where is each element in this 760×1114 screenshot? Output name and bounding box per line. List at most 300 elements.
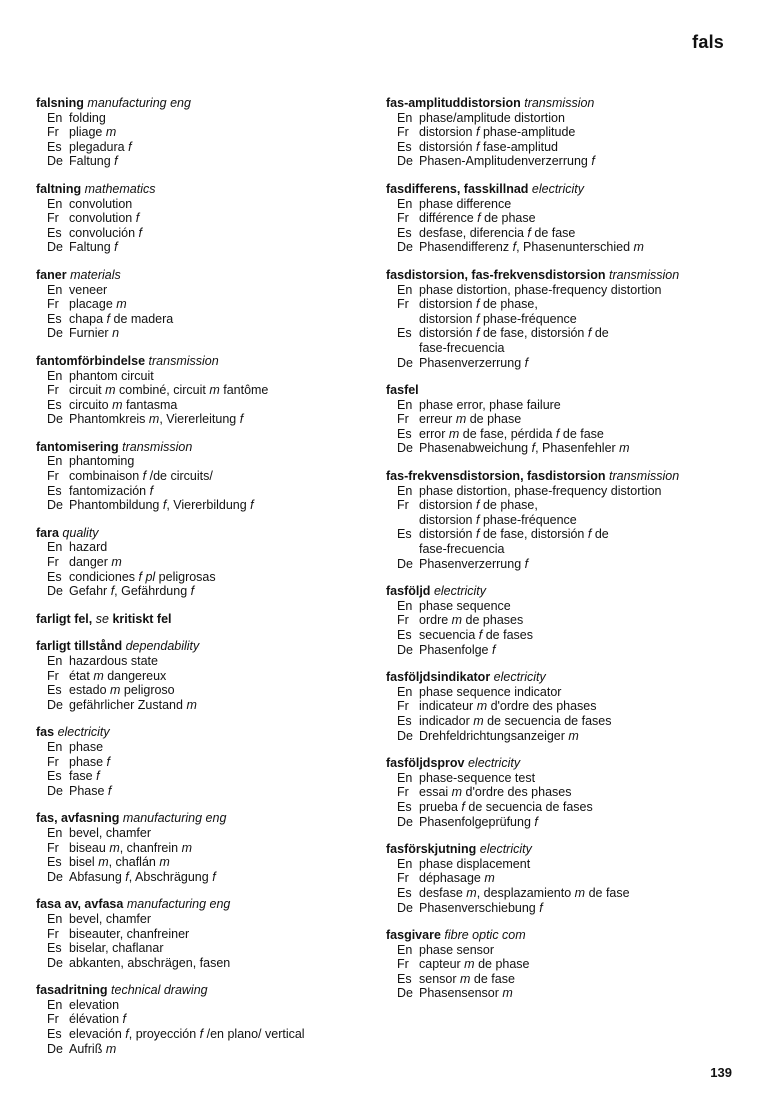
translation-text: pliage m bbox=[69, 125, 117, 140]
language-code: Es bbox=[47, 855, 62, 870]
translation-line bbox=[386, 527, 731, 542]
language-code: Fr bbox=[47, 125, 59, 140]
translation-line bbox=[386, 943, 731, 958]
headword: fantomförbindelse bbox=[36, 353, 146, 368]
translation-text: abkanten, abschrägen, fasen bbox=[69, 955, 231, 970]
translation-text: Faltung f bbox=[69, 154, 118, 169]
translation-text: distorsion f phase-fréquence bbox=[419, 311, 577, 326]
translation-line bbox=[36, 1012, 366, 1027]
translation-line bbox=[36, 312, 366, 327]
translation-text: folding bbox=[69, 110, 106, 125]
language-code: Es bbox=[47, 483, 62, 498]
translation-text: distorsión f de fase, distorsión f de bbox=[419, 527, 609, 542]
language-code: De bbox=[397, 642, 413, 657]
entry-heading bbox=[36, 354, 366, 369]
translation-line bbox=[36, 125, 366, 140]
translation-line bbox=[386, 283, 731, 298]
entry-heading bbox=[36, 811, 366, 826]
translation-line bbox=[386, 785, 731, 800]
translation-line bbox=[386, 154, 731, 169]
subject-field: electricity bbox=[57, 725, 110, 740]
translation-line bbox=[36, 855, 366, 870]
language-code: Fr bbox=[47, 211, 59, 226]
translation-line bbox=[386, 140, 731, 155]
subject-field: dependability bbox=[125, 639, 200, 654]
translation-text: Phasenverschiebung f bbox=[419, 900, 543, 915]
dictionary-entry bbox=[386, 584, 731, 657]
translation-line bbox=[386, 957, 731, 972]
language-code: Fr bbox=[397, 957, 409, 972]
translation-text: fase-frecuencia bbox=[419, 340, 505, 355]
language-code: De bbox=[397, 240, 413, 255]
entry-heading bbox=[386, 842, 731, 857]
translation-text: Phasen-Amplitudenverzerrung f bbox=[419, 154, 595, 169]
translation-line bbox=[386, 599, 731, 614]
translation-text: error m de fase, pérdida f de fase bbox=[419, 426, 604, 441]
headword: fasgivare bbox=[386, 928, 441, 943]
right-column bbox=[386, 96, 731, 1014]
translation-line bbox=[386, 857, 731, 872]
language-code: De bbox=[397, 728, 413, 743]
translation-line bbox=[386, 427, 731, 442]
language-code: De bbox=[47, 783, 63, 798]
translation-text: elevation bbox=[69, 997, 120, 1012]
language-code: Fr bbox=[397, 125, 409, 140]
translation-line bbox=[386, 398, 731, 413]
translation-line bbox=[386, 613, 731, 628]
translation-text: phase distortion, phase-frequency distortion bbox=[419, 483, 662, 498]
translation-line bbox=[386, 557, 731, 572]
language-code: En bbox=[397, 856, 413, 871]
translation-text: phase-sequence test bbox=[419, 770, 536, 785]
translation-text: biseau m, chanfrein m bbox=[69, 840, 192, 855]
language-code: De bbox=[397, 556, 413, 571]
translation-line bbox=[36, 683, 366, 698]
headword: fasdifferens, fasskillnad bbox=[386, 181, 529, 196]
subject-field: transmission bbox=[122, 439, 193, 454]
entry-heading bbox=[36, 639, 366, 654]
entry-heading bbox=[386, 928, 731, 943]
translation-text: déphasage m bbox=[419, 871, 495, 886]
language-code: De bbox=[47, 584, 63, 599]
subject-field: fibre optic com bbox=[444, 928, 526, 943]
headword: fasa av, avfasa bbox=[36, 897, 124, 912]
translation-line bbox=[36, 784, 366, 799]
subject-field: electricity bbox=[531, 181, 584, 196]
headword: falsning bbox=[36, 96, 84, 110]
language-code: En bbox=[47, 739, 63, 754]
headword: fasfel bbox=[386, 383, 419, 398]
translation-line bbox=[386, 643, 731, 658]
translation-text: estado m peligroso bbox=[69, 683, 175, 698]
translation-text: phase error, phase failure bbox=[419, 397, 561, 412]
language-code: Es bbox=[397, 799, 412, 814]
translation-line bbox=[36, 283, 366, 298]
subject-field: mathematics bbox=[84, 181, 156, 196]
headword: fasdistorsion, fas-frekvensdistorsion bbox=[386, 267, 606, 282]
language-code: En bbox=[397, 110, 413, 125]
translation-line bbox=[386, 498, 731, 513]
language-code: En bbox=[397, 684, 413, 699]
translation-line bbox=[36, 740, 366, 755]
language-code: De bbox=[397, 814, 413, 829]
language-code: En bbox=[397, 196, 413, 211]
subject-field: materials bbox=[70, 267, 121, 282]
dictionary-entry bbox=[386, 842, 731, 915]
language-code: Es bbox=[47, 569, 62, 584]
translation-text: Faltung f bbox=[69, 240, 118, 255]
translation-line bbox=[386, 226, 731, 241]
subject-field: manufacturing eng bbox=[126, 897, 231, 912]
translation-line bbox=[36, 941, 366, 956]
translation-text: essai m d'ordre des phases bbox=[419, 785, 572, 800]
language-code: En bbox=[47, 997, 63, 1012]
language-code: Es bbox=[397, 139, 412, 154]
translation-text: phantoming bbox=[69, 454, 135, 469]
translation-text: indicateur m d'ordre des phases bbox=[419, 699, 597, 714]
translation-line bbox=[36, 326, 366, 341]
translation-text: bevel, chamfer bbox=[69, 825, 151, 840]
translation-text: convolución f bbox=[69, 225, 142, 240]
left-column bbox=[36, 96, 366, 1069]
language-code: Fr bbox=[47, 754, 59, 769]
translation-text: chapa f de madera bbox=[69, 311, 174, 326]
translation-text: elevación f, proyección f /en plano/ vertical bbox=[69, 1027, 305, 1042]
translation-text: Drehfeldrichtungsanzeiger m bbox=[419, 728, 579, 743]
language-code: En bbox=[47, 196, 63, 211]
language-code: En bbox=[47, 911, 63, 926]
language-code: Fr bbox=[397, 498, 409, 513]
dictionary-entry bbox=[36, 639, 366, 712]
translation-line bbox=[386, 312, 731, 327]
language-code: Es bbox=[397, 426, 412, 441]
translation-text: biseauter, chanfreiner bbox=[69, 926, 190, 941]
translation-text: sensor m de fase bbox=[419, 971, 515, 986]
translation-text: Aufriß m bbox=[69, 1041, 117, 1056]
language-code: En bbox=[397, 397, 413, 412]
subject-field: electricity bbox=[467, 756, 521, 771]
translation-line bbox=[36, 826, 366, 841]
language-code: Fr bbox=[47, 668, 59, 683]
translation-line bbox=[36, 412, 366, 427]
translation-text: Phantomkreis m, Viererleitung f bbox=[69, 412, 244, 427]
translation-line bbox=[386, 972, 731, 987]
translation-text: circuito m fantasma bbox=[69, 397, 178, 412]
language-code: Fr bbox=[397, 412, 409, 427]
translation-text: secuencia f de fases bbox=[419, 628, 533, 642]
language-code: Es bbox=[47, 1027, 62, 1042]
translation-text: phase sensor bbox=[419, 942, 495, 957]
subject-field: electricity bbox=[479, 842, 532, 857]
headword: fasadritning bbox=[36, 983, 108, 998]
translation-text: phase sequence indicator bbox=[419, 684, 562, 699]
translation-line bbox=[36, 755, 366, 770]
translation-line bbox=[386, 341, 731, 356]
translation-line bbox=[36, 1027, 366, 1042]
translation-line bbox=[36, 555, 366, 570]
translation-text: Phase f bbox=[69, 783, 112, 798]
entry-heading bbox=[36, 612, 366, 627]
translation-line bbox=[36, 140, 366, 155]
translation-line bbox=[386, 986, 731, 1001]
translation-line bbox=[386, 699, 731, 714]
translation-text: distorsión f de fase, distorsión f de bbox=[419, 326, 609, 341]
entry-heading bbox=[386, 383, 731, 398]
entry-heading bbox=[36, 983, 366, 998]
translation-line bbox=[36, 297, 366, 312]
translation-line bbox=[386, 871, 731, 886]
entry-heading bbox=[386, 670, 731, 685]
translation-line bbox=[36, 540, 366, 555]
translation-text: distorsion f phase-amplitude bbox=[419, 125, 576, 140]
translation-text: circuit m combiné, circuit m fantôme bbox=[69, 383, 269, 398]
language-code: En bbox=[397, 483, 413, 498]
dictionary-entry bbox=[36, 811, 366, 884]
translation-line bbox=[36, 698, 366, 713]
language-code: Es bbox=[397, 527, 412, 542]
translation-line bbox=[36, 369, 366, 384]
translation-line bbox=[36, 956, 366, 971]
language-code: Es bbox=[47, 941, 62, 956]
language-code: Es bbox=[397, 885, 412, 900]
language-code: Es bbox=[397, 225, 412, 240]
translation-line bbox=[36, 154, 366, 169]
language-code: En bbox=[397, 282, 413, 297]
translation-line bbox=[36, 484, 366, 499]
translation-line bbox=[36, 197, 366, 212]
language-code: De bbox=[47, 869, 63, 884]
translation-line bbox=[386, 197, 731, 212]
language-code: De bbox=[397, 355, 413, 370]
translation-line bbox=[36, 454, 366, 469]
translation-line bbox=[386, 901, 731, 916]
translation-text: bisel m, chaflán m bbox=[69, 855, 170, 870]
entry-heading bbox=[386, 756, 731, 771]
entry-heading bbox=[36, 897, 366, 912]
language-code bbox=[397, 312, 419, 327]
translation-line bbox=[386, 326, 731, 341]
subject-field: transmission bbox=[609, 469, 680, 484]
language-code: Fr bbox=[397, 211, 409, 226]
translation-line bbox=[386, 484, 731, 499]
translation-line bbox=[36, 1042, 366, 1057]
translation-line bbox=[386, 356, 731, 371]
headword: faner bbox=[36, 267, 67, 282]
translation-line bbox=[36, 654, 366, 669]
translation-line bbox=[36, 669, 366, 684]
language-code: En bbox=[47, 540, 63, 555]
language-code: Es bbox=[397, 326, 412, 341]
translation-text: fantomización f bbox=[69, 483, 154, 498]
translation-line bbox=[36, 398, 366, 413]
translation-line bbox=[36, 841, 366, 856]
headword: fantomisering bbox=[36, 439, 119, 454]
headword: faltning bbox=[36, 181, 82, 196]
subject-field: quality bbox=[62, 525, 99, 540]
translation-text: distorsión f fase-amplitud bbox=[419, 139, 558, 154]
entry-heading bbox=[36, 182, 366, 197]
translation-text: biselar, chaflanar bbox=[69, 941, 164, 956]
language-code: De bbox=[47, 240, 63, 255]
language-code: Es bbox=[47, 225, 62, 240]
translation-text: placage m bbox=[69, 297, 127, 312]
dictionary-entry bbox=[386, 670, 731, 743]
dictionary-entry bbox=[36, 612, 366, 627]
translation-text: Phasenverzerrung f bbox=[419, 355, 529, 370]
translation-text: phase f bbox=[69, 754, 111, 769]
translation-text: phase bbox=[69, 739, 104, 754]
language-code: De bbox=[47, 955, 63, 970]
language-code: Fr bbox=[397, 297, 409, 312]
dictionary-entry bbox=[386, 928, 731, 1001]
translation-line bbox=[36, 927, 366, 942]
translation-text: danger m bbox=[69, 555, 122, 570]
translation-line bbox=[386, 729, 731, 744]
subject-field: manufacturing eng bbox=[87, 96, 191, 110]
language-code bbox=[397, 542, 419, 557]
headword: fara bbox=[36, 525, 59, 540]
language-code: Es bbox=[397, 971, 412, 986]
page-number: 139 bbox=[710, 1065, 732, 1080]
language-code: De bbox=[47, 412, 63, 427]
language-code: Es bbox=[47, 769, 62, 784]
language-code: En bbox=[397, 942, 413, 957]
dictionary-entry bbox=[36, 983, 366, 1056]
translation-text: différence f de phase bbox=[419, 211, 536, 226]
language-code: Fr bbox=[47, 1012, 59, 1027]
language-code: Fr bbox=[47, 297, 59, 312]
translation-text: hazard bbox=[69, 540, 108, 555]
translation-text: combinaison f /de circuits/ bbox=[69, 469, 213, 484]
headword: fasföljdsprov bbox=[386, 756, 465, 771]
entry-heading bbox=[386, 96, 731, 111]
translation-text: phase displacement bbox=[419, 856, 531, 871]
subject-field: technical drawing bbox=[111, 983, 208, 998]
subject-field: transmission bbox=[609, 267, 680, 282]
page-header-word: fals bbox=[692, 32, 724, 52]
dictionary-entry bbox=[36, 182, 366, 255]
translation-line bbox=[36, 498, 366, 513]
see-reference-target: kritiskt fel bbox=[112, 611, 172, 626]
headword: fas, avfasning bbox=[36, 811, 120, 826]
translation-line bbox=[36, 870, 366, 885]
translation-line bbox=[386, 771, 731, 786]
translation-line bbox=[386, 441, 731, 456]
translation-text: distorsion f phase-fréquence bbox=[419, 512, 577, 527]
translation-line bbox=[386, 297, 731, 312]
translation-text: fase-frecuencia bbox=[419, 542, 505, 557]
translation-line bbox=[386, 542, 731, 557]
dictionary-entry bbox=[36, 96, 366, 169]
translation-text: Gefahr f, Gefährdung f bbox=[69, 584, 195, 599]
subject-field: transmission bbox=[524, 96, 595, 110]
language-code: Es bbox=[47, 311, 62, 326]
translation-text: Phasenverzerrung f bbox=[419, 556, 529, 571]
translation-text: Furnier n bbox=[69, 326, 120, 341]
language-code: Es bbox=[47, 397, 62, 412]
translation-line bbox=[386, 685, 731, 700]
dictionary-entry bbox=[386, 268, 731, 370]
translation-line bbox=[386, 111, 731, 126]
translation-line bbox=[36, 383, 366, 398]
language-code: En bbox=[47, 654, 63, 668]
language-code: En bbox=[47, 368, 63, 383]
language-code: En bbox=[47, 454, 63, 469]
translation-text: Phasensensor m bbox=[419, 986, 513, 1001]
translation-text: distorsion f de phase, bbox=[419, 498, 538, 513]
dictionary-entry bbox=[386, 182, 731, 255]
translation-line bbox=[36, 570, 366, 585]
language-code: De bbox=[47, 1041, 63, 1056]
entry-heading bbox=[36, 725, 366, 740]
language-code: Es bbox=[397, 628, 412, 642]
translation-text: gefährlicher Zustand m bbox=[69, 697, 197, 712]
language-code: Fr bbox=[47, 840, 59, 855]
language-code: De bbox=[397, 154, 413, 169]
headword: farligt fel, bbox=[36, 611, 93, 626]
entry-heading bbox=[386, 182, 731, 197]
entry-heading bbox=[386, 469, 731, 484]
entry-heading bbox=[36, 268, 366, 283]
language-code bbox=[397, 513, 419, 528]
translation-text: phase sequence bbox=[419, 598, 511, 613]
language-code: En bbox=[397, 598, 413, 613]
translation-line bbox=[36, 240, 366, 255]
headword: fas-frekvensdistorsion, fasdistorsion bbox=[386, 469, 606, 484]
translation-text: Abfasung f, Abschrägung f bbox=[69, 869, 216, 884]
headword: fasförskjutning bbox=[386, 842, 477, 857]
language-code: Es bbox=[47, 139, 62, 154]
translation-line bbox=[36, 211, 366, 226]
headword: farligt tillstånd bbox=[36, 639, 123, 654]
language-code: En bbox=[47, 825, 63, 840]
language-code: De bbox=[47, 697, 63, 712]
translation-text: prueba f de secuencia de fases bbox=[419, 799, 593, 814]
language-code: En bbox=[397, 770, 413, 785]
translation-line bbox=[36, 998, 366, 1013]
entry-heading bbox=[386, 584, 731, 599]
entry-heading bbox=[36, 440, 366, 455]
translation-line bbox=[36, 769, 366, 784]
language-code: Fr bbox=[397, 699, 409, 714]
entry-heading bbox=[36, 526, 366, 541]
translation-line bbox=[386, 886, 731, 901]
language-code: Es bbox=[397, 713, 412, 728]
language-code: En bbox=[47, 110, 63, 125]
subject-field: electricity bbox=[433, 584, 487, 599]
translation-text: indicador m de secuencia de fases bbox=[419, 713, 612, 728]
translation-text: phase distortion, phase-frequency distortion bbox=[419, 282, 662, 297]
translation-text: élévation f bbox=[69, 1012, 126, 1027]
translation-text: convolution bbox=[69, 196, 133, 211]
dictionary-entry bbox=[36, 354, 366, 427]
subject-field: transmission bbox=[148, 353, 219, 368]
language-code: De bbox=[47, 326, 63, 341]
language-code: De bbox=[47, 154, 63, 169]
translation-text: plegadura f bbox=[69, 139, 132, 154]
translation-text: desfase m, desplazamiento m de fase bbox=[419, 885, 630, 900]
language-code: Fr bbox=[47, 555, 59, 570]
translation-text: Phasenfolge f bbox=[419, 642, 496, 657]
translation-line bbox=[386, 815, 731, 830]
subject-field: manufacturing eng bbox=[122, 811, 227, 826]
translation-line bbox=[386, 800, 731, 815]
language-code: De bbox=[397, 441, 413, 456]
entry-heading bbox=[36, 96, 366, 111]
language-code: Fr bbox=[397, 613, 409, 628]
translation-text: Phasenabweichung f, Phasenfehler m bbox=[419, 441, 630, 456]
dictionary-entry bbox=[36, 526, 366, 599]
